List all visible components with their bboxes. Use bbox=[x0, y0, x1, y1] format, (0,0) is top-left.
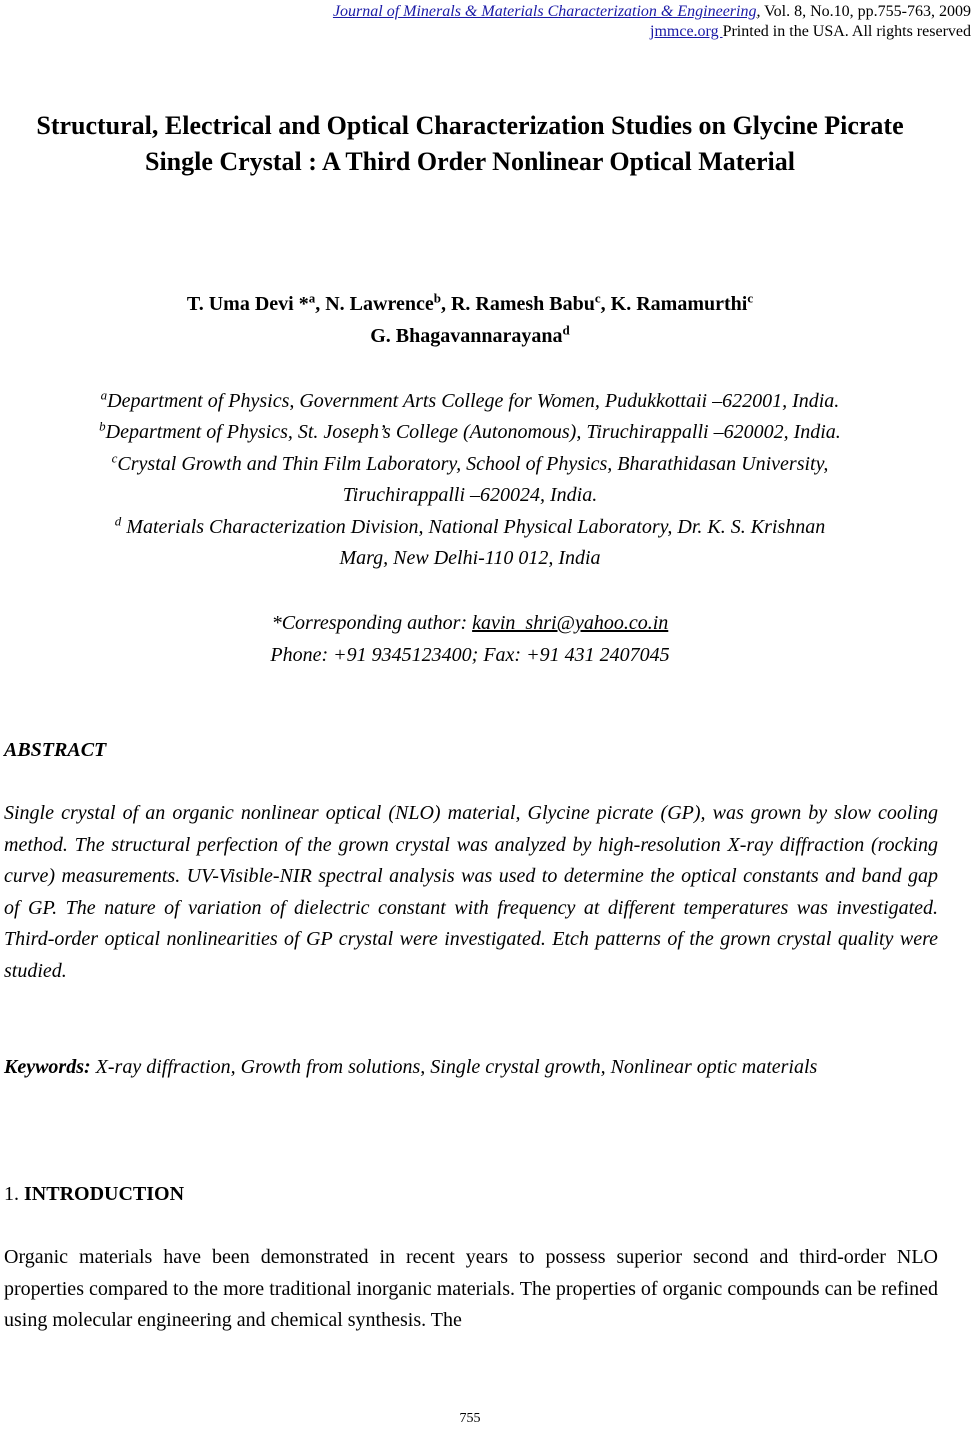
affiliation-sup: c bbox=[111, 450, 118, 466]
affiliation-a bbox=[0, 386, 940, 417]
author-name: , R. Ramesh Babu bbox=[440, 293, 595, 315]
affiliation-text: Department of Physics, Government Arts College for Women, Pudukkottaii –622001, India. bbox=[107, 390, 840, 412]
keywords-text: X-ray diffraction, Growth from solutions, Single crystal growth, Nonlinear optic materials bbox=[90, 1056, 818, 1078]
keywords-label: Keywords: bbox=[4, 1056, 91, 1078]
section-number: 1. bbox=[4, 1183, 24, 1205]
author-name: G. Bhagavannarayana bbox=[370, 325, 563, 347]
author-line-2 bbox=[0, 323, 940, 349]
journal-link[interactable]: Journal of Minerals & Materials Characterization & Engineering bbox=[332, 3, 757, 20]
affiliation-sup: a bbox=[100, 387, 108, 403]
corresponding-label: *Corresponding author: bbox=[271, 612, 473, 634]
abstract-heading: ABSTRACT bbox=[4, 739, 107, 761]
affiliation-text: Materials Characterization Division, National Physical Laboratory, Dr. K. S. Krishnan bbox=[121, 516, 826, 538]
author-sup: d bbox=[562, 322, 570, 338]
site-link[interactable]: jmmce.org bbox=[650, 23, 723, 40]
section-title: INTRODUCTION bbox=[24, 1183, 185, 1205]
affiliation-text: Department of Physics, St. Joseph’s College (Autonomous), Tiruchirappalli –620002, India. bbox=[105, 421, 841, 443]
author-sup: c bbox=[594, 290, 601, 306]
author-sup: b bbox=[433, 290, 441, 306]
introduction-heading bbox=[4, 1180, 184, 1208]
author-sup: a bbox=[308, 290, 316, 306]
affiliation-d bbox=[0, 512, 940, 574]
title-line-2: Single Crystal : A Third Order Nonlinear Optical Material bbox=[145, 147, 795, 176]
email-link[interactable]: kavin_shri@yahoo.co.in bbox=[472, 612, 669, 634]
affiliation-text: Marg, New Delhi-110 012, India bbox=[339, 547, 601, 569]
affiliation-sup: b bbox=[99, 418, 106, 434]
corresponding-author bbox=[0, 608, 940, 639]
volume-info: , Vol. 8, No.10, pp.755-763, 2009 bbox=[756, 3, 971, 20]
paper-title bbox=[0, 108, 940, 180]
author-sup: c bbox=[747, 290, 754, 306]
rights-text: Printed in the USA. All rights reserved bbox=[722, 23, 971, 40]
phone-fax: Phone: +91 9345123400; Fax: +91 431 2407045 bbox=[270, 644, 670, 666]
affiliation-text: Crystal Growth and Thin Film Laboratory, School of Physics, Bharathidasan University, bbox=[117, 453, 829, 475]
affiliation-sup: d bbox=[114, 513, 122, 529]
abstract-body: Single crystal of an organic nonlinear optical (NLO) material, Glycine picrate (GP), was grown by slow cooling method. The structural perfection of the grown crystal was analyzed by high-resolution X-ray diffraction (rocking curve) measurements. UV-Visible-NIR spectral analysis was used to determine the optical constants and band gap of GP. The nature of variation of dielectric constant with frequency at different temperatures was investigated. Third-order optical nonlinearities of GP crystal were investigated. Etch patterns of the grown crystal quality were studied. bbox=[4, 802, 938, 982]
author-name: , K. Ramamurthi bbox=[600, 293, 748, 315]
introduction-body: Organic materials have been demonstrated in recent years to possess superior second and third-order NLO properties compared to the more traditional inorganic materials. The properties of organic compounds can be refined using molecular engineering and chemical synthesis. The bbox=[4, 1246, 938, 1331]
affiliation-text: Tiruchirappalli –620024, India. bbox=[342, 484, 598, 506]
author-name: T. Uma Devi * bbox=[186, 293, 309, 315]
title-line-1: Structural, Electrical and Optical Characterization Studies on Glycine Picrate bbox=[36, 111, 904, 140]
page-number: 755 bbox=[459, 1411, 481, 1426]
running-header-line2 bbox=[650, 22, 971, 42]
keywords bbox=[4, 1052, 938, 1084]
affiliation-c bbox=[0, 449, 940, 511]
author-name: , N. Lawrence bbox=[315, 293, 434, 315]
running-header bbox=[333, 2, 971, 22]
affiliation-b bbox=[0, 417, 940, 448]
author-line-1 bbox=[0, 291, 940, 317]
